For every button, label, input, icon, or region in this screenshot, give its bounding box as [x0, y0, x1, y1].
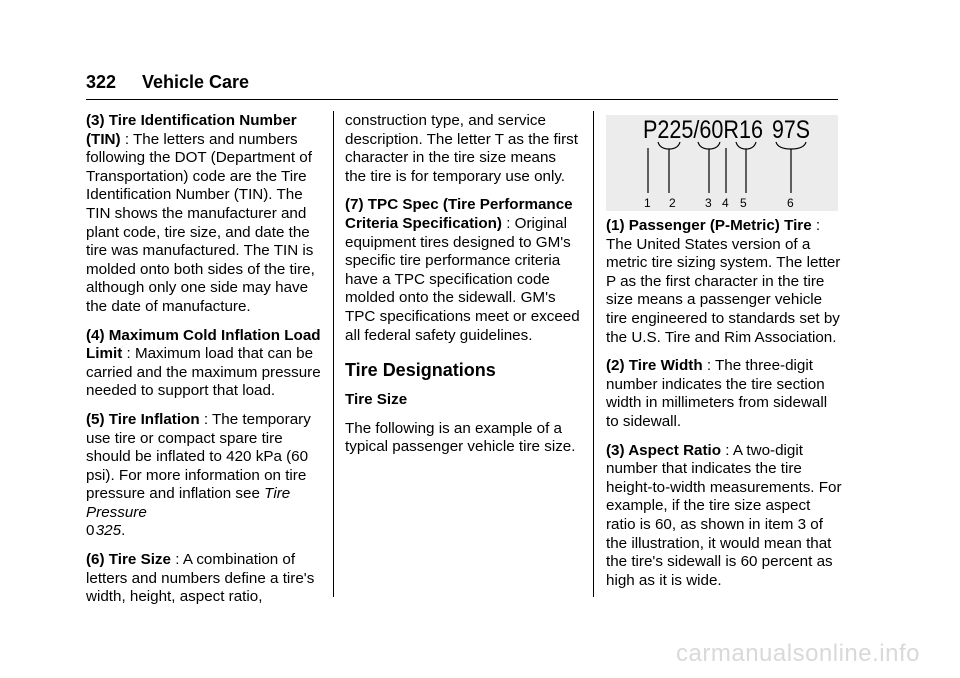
tire-width-term: (2) Tire Width [606, 357, 703, 375]
column-1 [86, 112, 322, 617]
aspect-ratio-term: (3) Aspect Ratio [606, 441, 722, 459]
diagram-label-3: 3 [705, 196, 712, 210]
tire-size-subheading: Tire Size [345, 391, 408, 409]
tire-pressure-page-ref[interactable]: 325 [95, 522, 122, 540]
diagram-label-2: 2 [669, 196, 676, 210]
tire-size-term: (6) Tire Size [86, 551, 171, 569]
aspect-ratio-text: A two-digit number that indicates the tire height-to-width measurements. For example, if the tire size aspect ratio is 60, as shown in item 3 of the illustration, it would mean that the tire's sidewall is 60 percent as high as it is wide. [606, 441, 842, 589]
tire-size-paragraph: (6) Tire Size : A combination of letters and numbers define a tire's width, height, aspect ratio, [86, 551, 315, 606]
max-load-text: Maximum load that can be carried and the maximum pressure needed to support that load. [86, 345, 321, 400]
diagram-label-6: 6 [787, 196, 794, 210]
diagram-label-5: 5 [740, 196, 747, 210]
column-divider-2 [593, 111, 594, 597]
tire-size-text: A combination of letters and numbers define a tire's width, height, aspect ratio, [86, 551, 315, 606]
page-ref-arrow-icon: 0 [86, 522, 95, 540]
tpc-text: Original equipment tires designed to GM's specific tire performance criteria have a TPC specification code molded onto the sidewall. GM's TPC specifications meet or exceed all federal safety guidelines. [345, 214, 580, 344]
tin-paragraph: (3) Tire Identification Number (TIN) : The letters and numbers following the DOT (Department of Transportation) code are the Tire Identification Number (TIN). The TIN shows the manufacturer and plant code, tire size, and date the tire was manufactured. The TIN is molded onto both sides of the tire, although only one side may have the date of manufacture. [86, 112, 315, 315]
passenger-tire-text: The United States version of a metric tire sizing system. The letter P as the first character in the tire size means a passenger vehicle tire engineered to standards set by the U.S. Tire and Rim Association. [606, 235, 841, 346]
column-divider-1 [333, 111, 334, 597]
tire-size-example-text: The following is an example of a typical passenger vehicle tire size. [345, 419, 576, 456]
tire-width-text: The three-digit number indicates the tire section width in millimeters from sidewall to sidewall. [606, 357, 828, 430]
inflation-period: . [121, 522, 126, 540]
max-load-paragraph: (4) Maximum Cold Inflation Load Limit : Maximum load that can be carried and the maximum pressure needed to support that load. [86, 326, 321, 400]
tire-size-diagram [606, 115, 838, 211]
inflation-text: The temporary use tire or compact spare tire should be inflated to 420 kPa (60 psi). For more information on tire pressure and inflation see [86, 410, 311, 503]
diagram-label-1: 1 [644, 196, 651, 210]
tpc-paragraph: (7) TPC Spec (Tire Performance Criteria Specification) : Original equipment tires designed to GM's specific tire performance criteria have a TPC specification code molded onto the sidewall. GM's TPC specifications meet or exceed all federal safety guidelines. [345, 196, 580, 344]
tire-pressure-link[interactable]: Tire Pressure [86, 485, 291, 521]
section-title: Vehicle Care [142, 72, 250, 92]
diagram-label-4: 4 [722, 196, 729, 210]
inflation-paragraph: (5) Tire Inflation : The temporary use tire or compact spare tire should be inflated to 420 kPa (60 psi). For more information on tire pressure and inflation see Tire Pressure 0 325. [86, 410, 311, 540]
column-2 [345, 112, 581, 467]
aspect-ratio-paragraph: (3) Aspect Ratio : A two-digit number that indicates the tire height-to-width measurements. For example, if the tire size aspect ratio is 60, as shown in item 3 of the illustration, it would mean that the tire's sidewall is 60 percent as high as it is wide. [606, 441, 842, 589]
passenger-tire-paragraph: (1) Passenger (P-Metric) Tire : The United States version of a metric tire sizing system. The letter P as the first character in the tire size means a passenger vehicle tire engineered to standards set by the U.S. Tire and Rim Association. [606, 217, 841, 346]
watermark: carmanualsonline.info [676, 640, 920, 667]
page-number: 322 [86, 72, 117, 92]
header-rule [86, 99, 838, 100]
tire-designations-heading: Tire Designations [345, 360, 496, 381]
tin-text: The letters and numbers following the DOT (Department of Transportation) code are the Tire Identification Number (TIN). The TIN shows the manufacturer and plant code, tire size, and date the tire was manufactured. The TIN is molded onto both sides of the tire, although only one side may have the date of manufacture. [86, 130, 315, 315]
diagram-size-code: P225/60R16 [643, 116, 763, 144]
passenger-tire-term: (1) Passenger (P-Metric) Tire [606, 217, 812, 234]
column-3 [606, 115, 842, 600]
diagram-service-code: 97S [772, 116, 810, 144]
inflation-term: (5) Tire Inflation [86, 410, 200, 428]
tin-term: (3) Tire Identification Number (TIN) [86, 112, 297, 148]
max-load-term: (4) Maximum Cold Inflation Load Limit [86, 326, 321, 363]
tpc-term: (7) TPC Spec (Tire Performance Criteria Specification) [345, 196, 573, 232]
page-header [86, 72, 249, 93]
tire-width-paragraph: (2) Tire Width : The three-digit number indicates the tire section width in millimeters from sidewall to sidewall. [606, 357, 828, 430]
tire-size-continued: construction type, and service description. The letter T as the first character in the tire size means the tire is for temporary use only. [345, 112, 578, 185]
